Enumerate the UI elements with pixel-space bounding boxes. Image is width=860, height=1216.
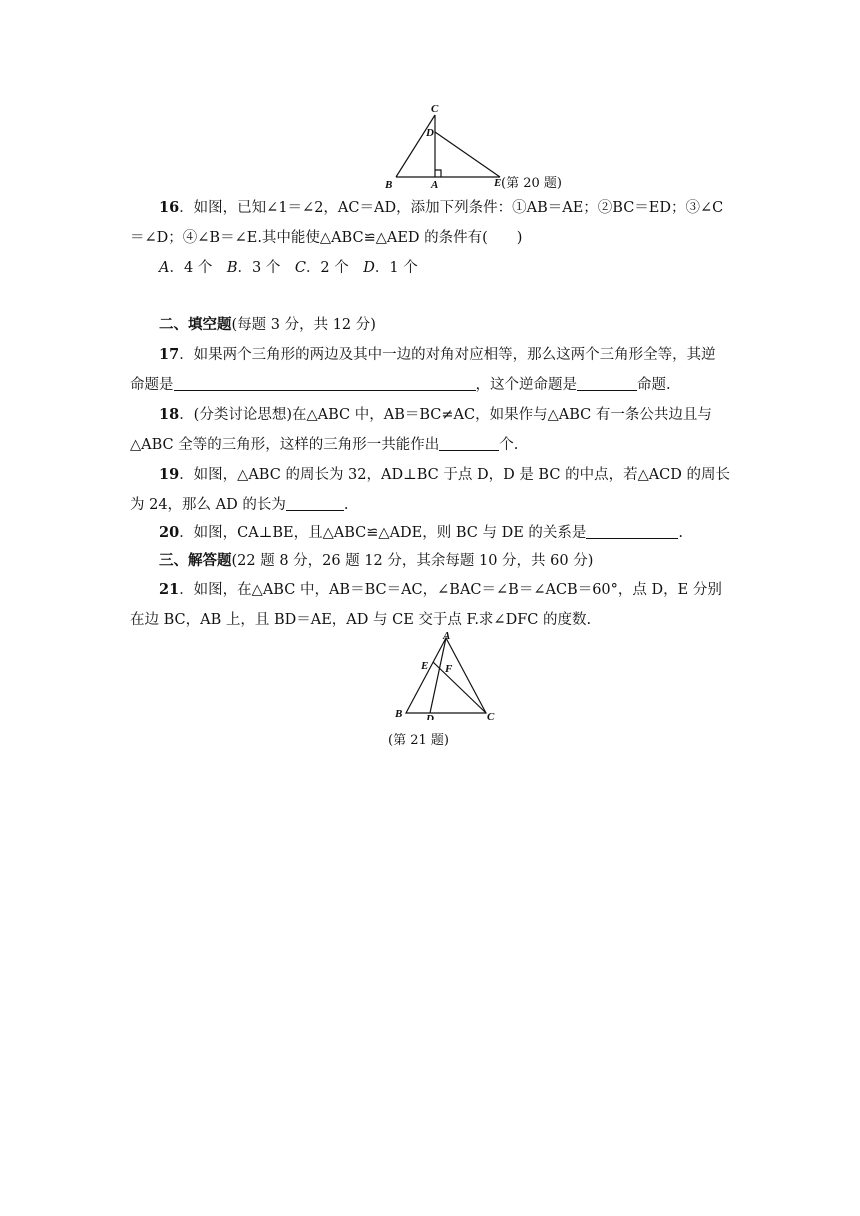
section-2-heading xyxy=(130,310,730,340)
fig21-label-d: D xyxy=(426,713,434,720)
figure-q20 xyxy=(380,100,580,195)
q16-option-a-letter: A xyxy=(159,260,170,276)
q18-line2-b: 个. xyxy=(499,437,519,453)
fig21-label-c: C xyxy=(487,711,495,720)
fig20-caption: (第 20 题) xyxy=(501,176,562,191)
q16-line1: ．如图，已知∠1＝∠2，AC＝AD，添加下列条件：①AB＝AE；②BC＝ED；③∠C xyxy=(179,200,724,216)
fig21-label-a: A xyxy=(443,630,451,642)
q17-blank-2[interactable] xyxy=(577,374,637,391)
section-2-note: (每题 3 分，共 12 分) xyxy=(231,317,376,333)
fig20-label-a: A xyxy=(431,179,439,191)
section-2-title: 二、填空题 xyxy=(159,316,232,333)
q17-blank-1[interactable] xyxy=(174,374,476,391)
fig21-label-f: F xyxy=(445,663,453,675)
q21-line1: ．如图，在△ABC 中，AB＝BC＝AC，∠BAC＝∠B＝∠ACB＝60°，点 D，E 分别 xyxy=(179,582,722,598)
q18-blank[interactable] xyxy=(439,434,499,451)
fig20-label-b: B xyxy=(385,179,393,191)
q20-blank[interactable] xyxy=(586,522,678,539)
q19-blank[interactable] xyxy=(286,494,344,511)
q21-number: 21 xyxy=(159,581,180,598)
q16-option-d-letter: D xyxy=(363,260,375,276)
section-3-note: (22 题 8 分，26 题 12 分，其余每题 10 分，共 60 分) xyxy=(231,553,594,569)
question-20 xyxy=(130,518,730,548)
q16-option-b-letter: B xyxy=(226,260,238,276)
q16-option-d: ．1 个 xyxy=(374,260,418,276)
q16-option-b: ．3 个 xyxy=(237,260,295,276)
q17-line2-b: ，这个逆命题是 xyxy=(475,377,577,393)
question-18 xyxy=(130,400,730,460)
fig20-label-c: C xyxy=(431,103,439,115)
q19-number: 19 xyxy=(159,466,180,483)
q17-line2-c: 命题. xyxy=(637,377,671,393)
question-21 xyxy=(130,575,730,635)
q19-line2-a: 为 24，那么 AD 的长为 xyxy=(130,497,286,513)
fig21-caption: (第 21 题) xyxy=(388,733,449,748)
q20-text-a: ．如图，CA⊥BE，且△ABC≌△ADE，则 BC 与 DE 的关系是 xyxy=(179,525,587,541)
figure-q21 xyxy=(388,628,508,753)
fig21-label-b: B xyxy=(395,708,403,720)
question-17 xyxy=(130,340,730,400)
q20-number: 20 xyxy=(159,524,180,541)
q18-number: 18 xyxy=(159,406,180,423)
fig20-label-e: E xyxy=(494,177,502,189)
q17-line2-a: 命题是 xyxy=(130,377,174,393)
q18-line1: ．(分类讨论思想)在△ABC 中，AB＝BC≠AC，如果作与△ABC 有一条公共边且与 xyxy=(179,407,712,423)
q17-line1: ．如果两个三角形的两边及其中一边的对角对应相等，那么这两个三角形全等，其逆 xyxy=(179,347,716,363)
q17-number: 17 xyxy=(159,346,180,363)
q20-text-b: . xyxy=(678,525,684,541)
question-19 xyxy=(130,460,730,520)
q18-line2-a: △ABC 全等的三角形，这样的三角形一共能作出 xyxy=(130,437,440,453)
q16-number: 16 xyxy=(159,199,180,216)
fig21-label-e: E xyxy=(421,660,429,672)
q16-line2: ＝∠D；④∠B＝∠E.其中能使△ABC≌△AED 的条件有( ) xyxy=(130,230,523,246)
q16-option-c-letter: C xyxy=(294,260,306,276)
section-3-heading xyxy=(130,546,730,576)
q16-option-a: ．4 个 xyxy=(169,260,227,276)
fig20-label-d: D xyxy=(426,127,434,139)
q16-options xyxy=(130,253,730,283)
q19-line1: ．如图，△ABC 的周长为 32，AD⊥BC 于点 D，D 是 BC 的中点，若△ACD 的周长 xyxy=(179,467,731,483)
q19-line2-b: . xyxy=(343,497,349,513)
question-16 xyxy=(130,193,730,283)
q16-option-c: ．2 个 xyxy=(305,260,364,276)
q21-line2: 在边 BC，AB 上，且 BD＝AE，AD 与 CE 交于点 F.求∠DFC 的度数. xyxy=(130,612,592,628)
section-3-title: 三、解答题 xyxy=(159,552,232,569)
